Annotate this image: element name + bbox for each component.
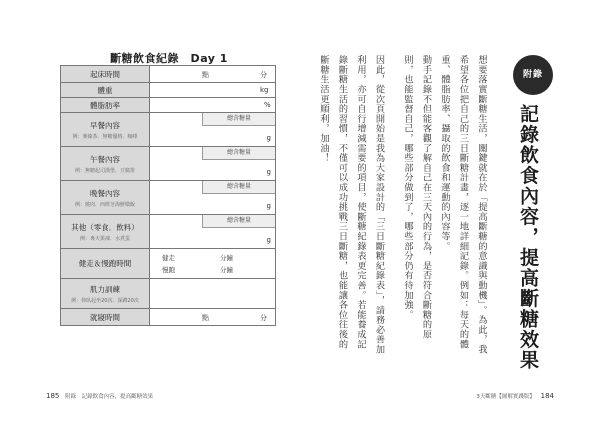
form-row-body-fat bbox=[61, 98, 276, 113]
appendix-badge: 附錄 bbox=[513, 55, 553, 95]
paragraph: 動手記錄不但能客觀了解自己在三天內的行為，是否符合斷糖的原則，也能監督自己，哪些部分做到了，哪些部分仍有待加強。 bbox=[402, 55, 432, 340]
footer-left bbox=[42, 392, 153, 400]
total-sugar-label: 總含糖量 bbox=[202, 147, 275, 160]
row-label: 起床時間 bbox=[90, 69, 120, 79]
body-fat-field[interactable]: % bbox=[150, 98, 276, 113]
dinner-field[interactable]: 總含糖量 g bbox=[150, 181, 276, 215]
paragraph: 想要落實斷糖生活，關鍵就在於「提高斷糖的意識與動機」。為此，我希望各位把自己的三日斷糖計畫，逐一地詳細記錄。例如：每天的體重、體脂肪率、攝取的飲食和運動的內容等。 bbox=[439, 55, 487, 355]
total-sugar-label: 總含糖量 bbox=[202, 113, 275, 126]
total-sugar-label: 總含糖量 bbox=[202, 215, 275, 228]
body-text bbox=[304, 55, 491, 355]
form-row-wake-time bbox=[61, 66, 276, 83]
weight-field[interactable]: kg bbox=[150, 83, 276, 98]
snacks-field[interactable]: 總含糖量 g bbox=[150, 215, 276, 249]
form-row-dinner: 晚餐內容 例：燒肉．西班牙海鮮燉飯 總含糖量 g bbox=[61, 181, 276, 215]
form-row-breakfast: 早餐內容 例：麥綠茶．無糖優格．咖啡 總含糖量 g bbox=[61, 113, 276, 147]
walk-label: 健走 bbox=[162, 254, 175, 262]
bedtime-field[interactable]: 點 分 bbox=[150, 309, 276, 326]
strength-field[interactable] bbox=[150, 279, 276, 309]
footer-right-text: 3天斷糖【圖解實踐版】 bbox=[476, 394, 535, 400]
form-row-bedtime: 就寢時間 點 分 bbox=[61, 309, 276, 326]
breakfast-field[interactable]: 總含糖量 g bbox=[150, 113, 276, 147]
form-row-strength: 肌力訓練 例：仰臥起坐20次．深蹲20次 bbox=[61, 279, 276, 309]
form-row-exercise: 健走＆慢跑時間 健走 慢跑 分鐘 分鐘 bbox=[61, 249, 276, 279]
row-label: 體脂肪率 bbox=[90, 100, 120, 110]
lunch-field[interactable]: 總含糖量 g bbox=[150, 147, 276, 181]
sugar-log-form bbox=[60, 65, 276, 326]
footer-right bbox=[476, 392, 558, 400]
form-row-weight bbox=[61, 83, 276, 98]
total-sugar-label: 總含糖量 bbox=[202, 181, 275, 194]
wake-time-field[interactable]: 點 分 bbox=[150, 66, 276, 83]
jog-label: 慢跑 bbox=[162, 266, 175, 274]
row-label: 體重 bbox=[97, 85, 113, 95]
page-number-left: 185 bbox=[46, 392, 60, 400]
exercise-field[interactable]: 健走 慢跑 分鐘 分鐘 bbox=[150, 249, 276, 279]
form-row-lunch: 午餐內容 例：無糖起司漢堡．豆腐排 總含糖量 g bbox=[61, 147, 276, 181]
form-row-snacks: 其他（零食．飲料） 例：專天果凍．水煮蛋 總含糖量 g bbox=[61, 215, 276, 249]
footer-left-text: 附錄 記錄飲食內容，提高斷糖效果 bbox=[65, 394, 154, 400]
paragraph: 因此，從次頁開始是我為大家設計的「三日斷糖紀錄表」，請務必善加利用，亦可自行增減需要的項目，使斷糖紀錄表更完善。若能養成記錄斷糖生活的習慣，不僅可以成功挑戰三日斷糖，也能讓各位往後的斷糖生活更順利，加油！ bbox=[318, 55, 385, 355]
page-number-right: 184 bbox=[540, 392, 554, 400]
chapter-title: 記錄飲食內容，提高斷糖效果 bbox=[517, 104, 539, 371]
form-title: 斷糖飲食紀錄 Day 1 bbox=[110, 52, 228, 65]
